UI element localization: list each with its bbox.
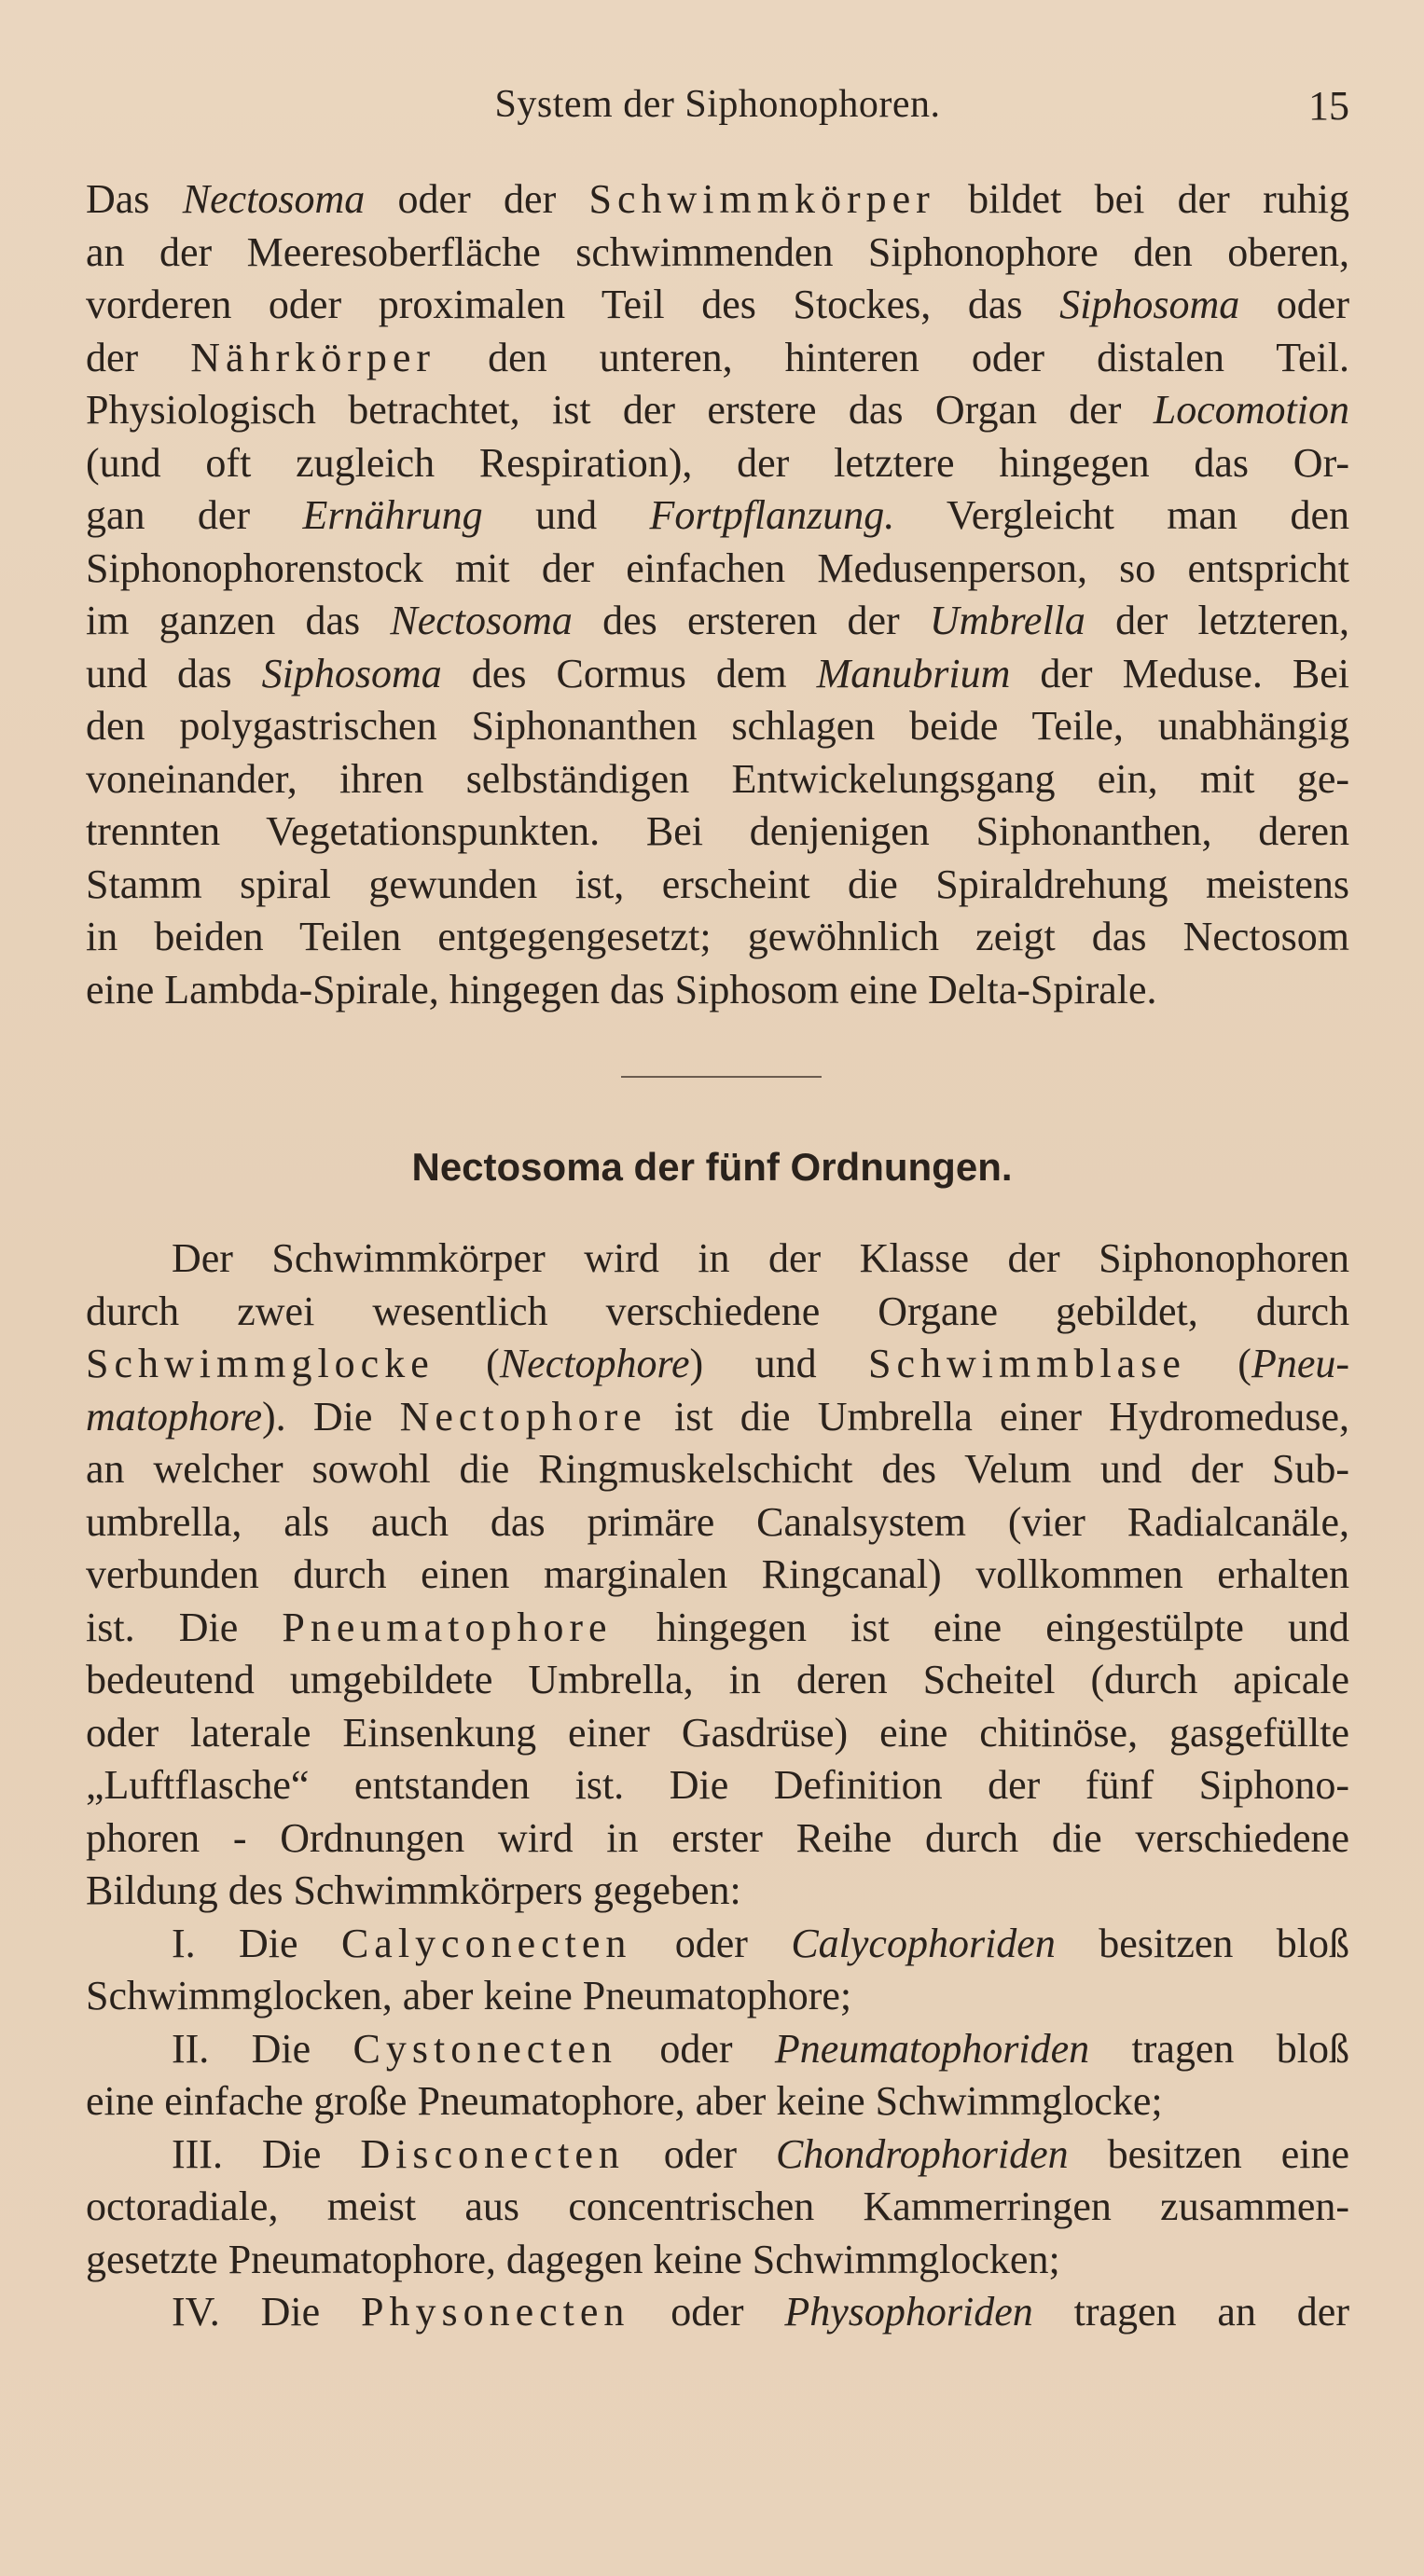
text-run: Stamm spiral gewunden ist, erscheint die Spiraldrehung meistens (86, 861, 1349, 907)
text-line (86, 1549, 1349, 1602)
text-run: ) und (689, 1341, 868, 1386)
text-run: ist die Umbrella einer Hydromeduse, (646, 1393, 1349, 1440)
text-run: tragen an der (1032, 2289, 1349, 2335)
paragraph-nectosoma-intro (86, 173, 1349, 1016)
text-run: oder (1239, 282, 1349, 327)
text-line (86, 227, 1349, 280)
text-line (86, 2181, 1349, 2234)
text-line (86, 2075, 1349, 2128)
spaced-term: Cystonecten (353, 2025, 618, 2072)
italic-term: Nectophore (499, 1341, 690, 1386)
text-run: ist. Die (86, 1604, 283, 1650)
text-line (86, 859, 1349, 912)
text-line (86, 1865, 1349, 1918)
italic-term: matophore (86, 1393, 263, 1440)
italic-term: Ernährung (302, 492, 483, 538)
text-run: oder der (365, 176, 589, 222)
text-run: oder laterale Einsenkung einer Gasdrüse) eine chitinöse, gasgefüllte (86, 1709, 1349, 1756)
spaced-term: Nährkörper (190, 334, 436, 380)
text-run: bildet bei der ruhig (934, 176, 1349, 222)
text-run: Das (86, 176, 183, 222)
text-line (86, 1970, 1349, 2023)
text-line (86, 1812, 1349, 1866)
italic-term: Umbrella (929, 598, 1085, 643)
text-line (86, 700, 1349, 753)
text-run: trennten Vegetationspunkten. Bei denjenigen Siphonanthen, deren (86, 808, 1349, 854)
spaced-term: Nectophore (399, 1393, 647, 1440)
text-line (86, 1338, 1349, 1391)
text-run: Physiologisch betrachtet, ist der erstere das Organ der (86, 387, 1154, 433)
text-line (86, 332, 1349, 385)
text-run: gesetzte Pneumatophore, dagegen keine Schwimmglocken; (86, 2236, 1060, 2282)
text-run: an der Meeresoberfläche schwimmenden Siphonophore den oberen, (86, 228, 1349, 275)
text-run: der Meduse. Bei (1010, 650, 1349, 696)
text-run: octoradiale, meist aus concentrischen Kammerringen zusammen- (86, 2183, 1349, 2229)
text-run: besitzen eine (1068, 2130, 1349, 2177)
text-line (86, 1918, 1349, 1971)
text-line (86, 648, 1349, 701)
italic-term: Siphosoma (1059, 282, 1240, 327)
italic-term: Manubrium (816, 650, 1011, 696)
italic-term: Pneumatophoriden (774, 2025, 1090, 2072)
text-run: umbrella, als auch das primäre Canalsystem (vier Radialcanäle, (86, 1498, 1349, 1545)
text-run: an welcher sowohl die Ringmuskelschicht des Velum und der Sub- (86, 1446, 1349, 1492)
text-run: Siphonophorenstock mit der einfachen Medusenperson, so entspricht (86, 544, 1349, 591)
text-line (86, 173, 1349, 227)
spaced-term: Schwimmglocke (86, 1341, 435, 1386)
text-line (86, 384, 1349, 437)
text-run: (und oft zugleich Respiration), der letztere hingegen das Or- (86, 439, 1349, 486)
text-line (86, 1443, 1349, 1496)
text-run: den polygastrischen Siphonanthen schlagen beide Teile, unabhängig (86, 703, 1349, 749)
text-run: des ersteren der (572, 598, 930, 643)
italic-term: Nectosoma (390, 598, 573, 643)
text-run: der letzteren, (1085, 598, 1349, 643)
text-line (86, 1654, 1349, 1707)
text-line (86, 2286, 1349, 2339)
text-line (86, 543, 1349, 596)
text-line (86, 911, 1349, 964)
text-line (86, 1286, 1349, 1339)
text-run: eine Lambda-Spirale, hingegen das Siphosom eine Delta-Spirale. (86, 966, 1157, 1012)
text-run: in beiden Teilen entgegengesetzt; gewöhnlich zeigt das Nectosom (86, 914, 1349, 959)
spaced-term: Pneumatophore (282, 1604, 613, 1650)
text-run: I. Die (172, 1920, 341, 1966)
text-run: den unteren, hinteren oder distalen Teil. (435, 334, 1349, 380)
text-run: voneinander, ihren selbständigen Entwickelungsgang ein, mit ge- (86, 755, 1349, 802)
spaced-term: Schwimmkörper (588, 176, 935, 222)
spaced-term: Calyconecten (340, 1920, 632, 1966)
text-run: hingegen ist eine eingestülpte und (612, 1604, 1350, 1650)
spaced-term: Schwimmblase (868, 1341, 1186, 1386)
text-run: oder (631, 1920, 792, 1966)
text-line (86, 1233, 1349, 1286)
section-heading: Nectosoma der fünf Ordnungen. (411, 1145, 1013, 1189)
text-line (86, 1391, 1349, 1444)
text-run: gan der (86, 492, 303, 538)
text-line (86, 595, 1349, 648)
text-run: besitzen bloß (1055, 1920, 1349, 1966)
text-line (86, 437, 1349, 490)
italic-term: Calycophoriden (791, 1920, 1056, 1966)
text-run: oder (624, 2130, 776, 2177)
text-line (86, 1759, 1349, 1812)
page-number: 15 (1308, 83, 1349, 129)
text-run: II. Die (172, 2025, 353, 2072)
text-run: durch zwei wesentlich verschiedene Organe gebildet, durch (86, 1288, 1349, 1334)
text-run: ( (1185, 1341, 1251, 1386)
text-run: eine einfache große Pneumatophore, aber keine Schwimmglocke; (86, 2078, 1163, 2124)
italic-term: Pneu- (1251, 1341, 1350, 1386)
text-run: im ganzen das (86, 598, 391, 643)
section-divider (621, 1076, 822, 1078)
text-line (86, 1496, 1349, 1550)
text-run: ( (434, 1341, 500, 1386)
text-run: Schwimmglocken, aber keine Pneumatophore; (86, 1973, 852, 2018)
italic-term: Physophoriden (784, 2289, 1033, 2335)
italic-term: Chondrophoriden (775, 2130, 1069, 2177)
text-line (86, 753, 1349, 806)
text-run: und das (86, 650, 262, 696)
italic-term: Locomotion (1153, 387, 1349, 433)
italic-term: Siphosoma (261, 650, 442, 696)
paragraph-schwimmkoerper (86, 1233, 1349, 2339)
text-line (86, 806, 1349, 859)
text-line (86, 279, 1349, 332)
text-line (86, 489, 1349, 543)
text-run: IV. Die (172, 2289, 362, 2335)
text-line (86, 2234, 1349, 2287)
text-line (86, 964, 1349, 1017)
text-run: phoren - Ordnungen wird in erster Reihe durch die verschiedene (86, 1814, 1349, 1861)
text-run: des Cormus dem (441, 650, 817, 696)
text-run: verbunden durch einen marginalen Ringcanal) vollkommen erhalten (86, 1551, 1349, 1597)
page-header (86, 82, 1349, 138)
text-run: tragen bloß (1089, 2025, 1349, 2072)
text-run: Vergleicht man den (894, 492, 1349, 538)
spaced-term: Physonecten (361, 2289, 630, 2335)
running-title: System der Siphonophoren. (494, 83, 941, 126)
text-run: Bildung des Schwimmkörpers gegeben: (86, 1867, 741, 1913)
text-run: „Luftflasche“ entstanden ist. Die Definition der fünf Siphono- (86, 1762, 1349, 1808)
text-run: oder (617, 2025, 775, 2072)
italic-term: Nectosoma (182, 176, 366, 222)
text-line (86, 2128, 1349, 2182)
text-run: der (86, 334, 191, 380)
text-run: III. Die (172, 2130, 361, 2177)
italic-term: Fortpflanzung. (649, 492, 895, 538)
spaced-term: Disconecten (360, 2130, 625, 2177)
text-run: und (482, 492, 650, 538)
text-line (86, 2023, 1349, 2076)
text-run: oder (629, 2289, 785, 2335)
text-run: ). Die (262, 1393, 400, 1440)
text-run: vorderen oder proximalen Teil des Stockes, das (86, 282, 1060, 327)
text-line (86, 1602, 1349, 1655)
text-run: bedeutend umgebildete Umbrella, in deren Scheitel (durch apicale (86, 1657, 1349, 1702)
text-line (86, 1707, 1349, 1760)
text-run: Der Schwimmkörper wird in der Klasse der Siphonophoren (172, 1235, 1349, 1281)
